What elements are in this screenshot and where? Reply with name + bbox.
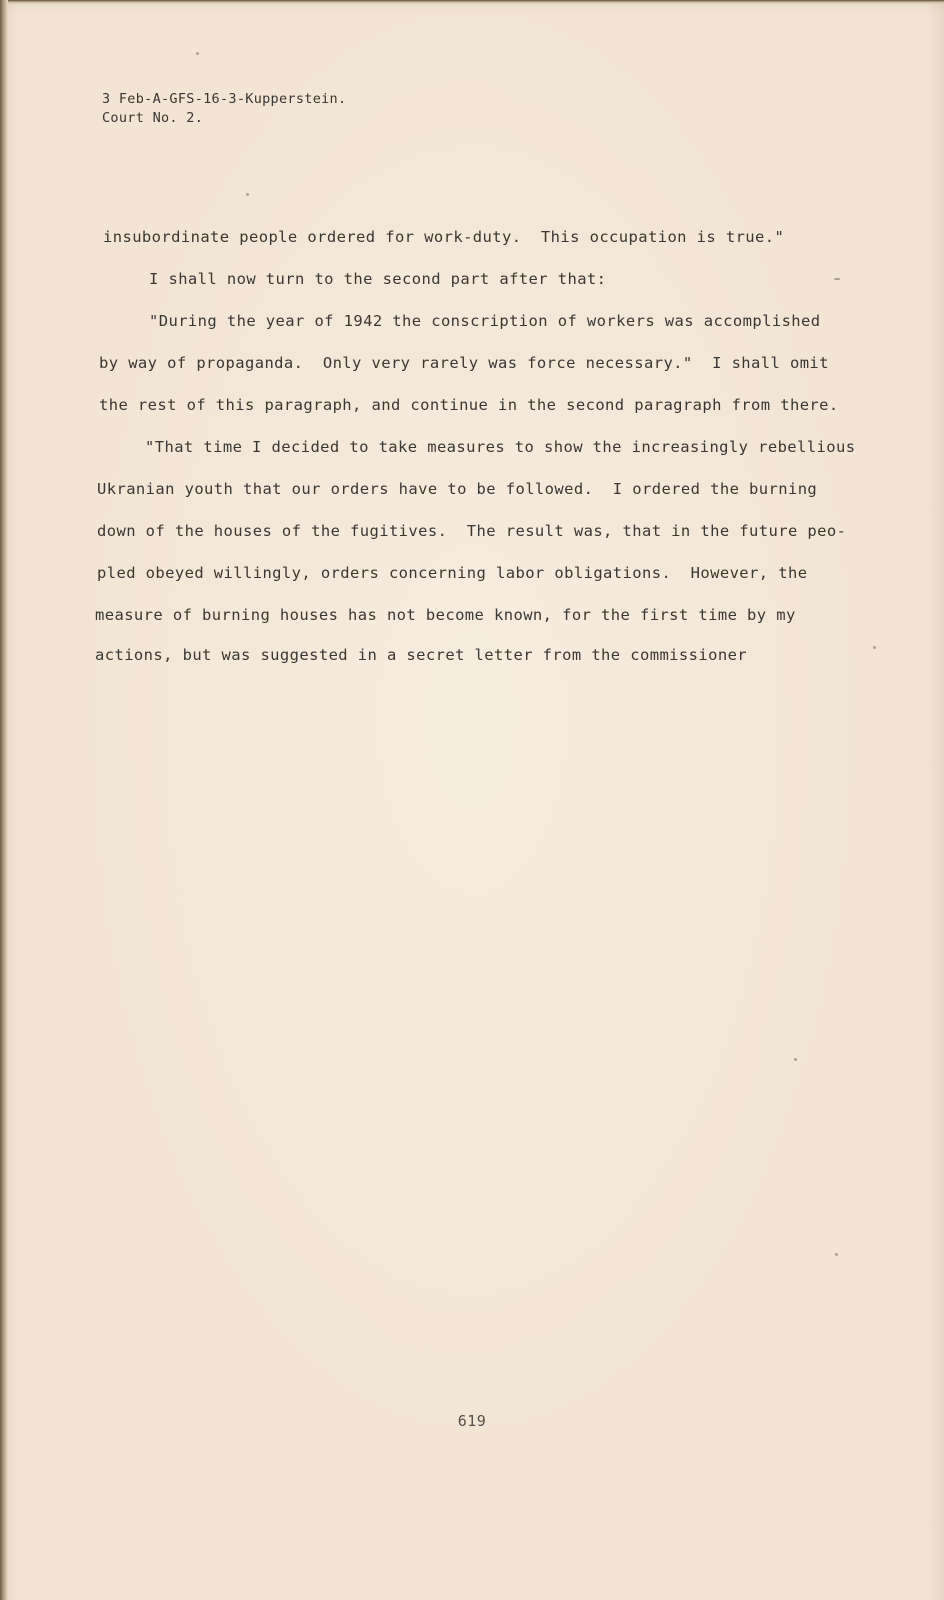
paper-speck [196, 52, 199, 55]
transcript-line: insubordinate people ordered for work-duty. This occupation is true." [103, 228, 785, 246]
page-top-edge [0, 0, 944, 4]
transcript-line: by way of propaganda. Only very rarely was force necessary." I shall omit [99, 354, 829, 372]
header-reference-line: 3 Feb-A-GFS-16-3-Kupperstein. [102, 91, 347, 107]
header-court-line: Court No. 2. [102, 110, 204, 126]
transcript-line: Ukranian youth that our orders have to be followed. I ordered the burning [97, 480, 818, 498]
transcript-line: I shall now turn to the second part after that: [149, 270, 607, 288]
transcript-line: measure of burning houses has not become known, for the first time by my [95, 606, 796, 624]
paper-speck [794, 1058, 797, 1061]
page-number: 619 [457, 1412, 487, 1430]
transcript-line: pled obeyed willingly, orders concerning labor obligations. However, the [97, 564, 808, 582]
page-left-edge [0, 0, 8, 1600]
transcript-line: "During the year of 1942 the conscription of workers was accomplished [149, 312, 821, 330]
paper-speck [834, 278, 840, 280]
paper-speck [246, 193, 249, 196]
paper-speck [873, 646, 876, 649]
document-header [102, 90, 346, 128]
paper-speck [835, 1253, 838, 1256]
transcript-line: down of the houses of the fugitives. The result was, that in the future peo- [97, 522, 847, 540]
transcript-line: actions, but was suggested in a secret letter from the commissioner [95, 646, 748, 664]
transcript-line: the rest of this paragraph, and continue in the second paragraph from there. [99, 396, 839, 414]
transcript-line: "That time I decided to take measures to show the increasingly rebellious [145, 438, 856, 456]
